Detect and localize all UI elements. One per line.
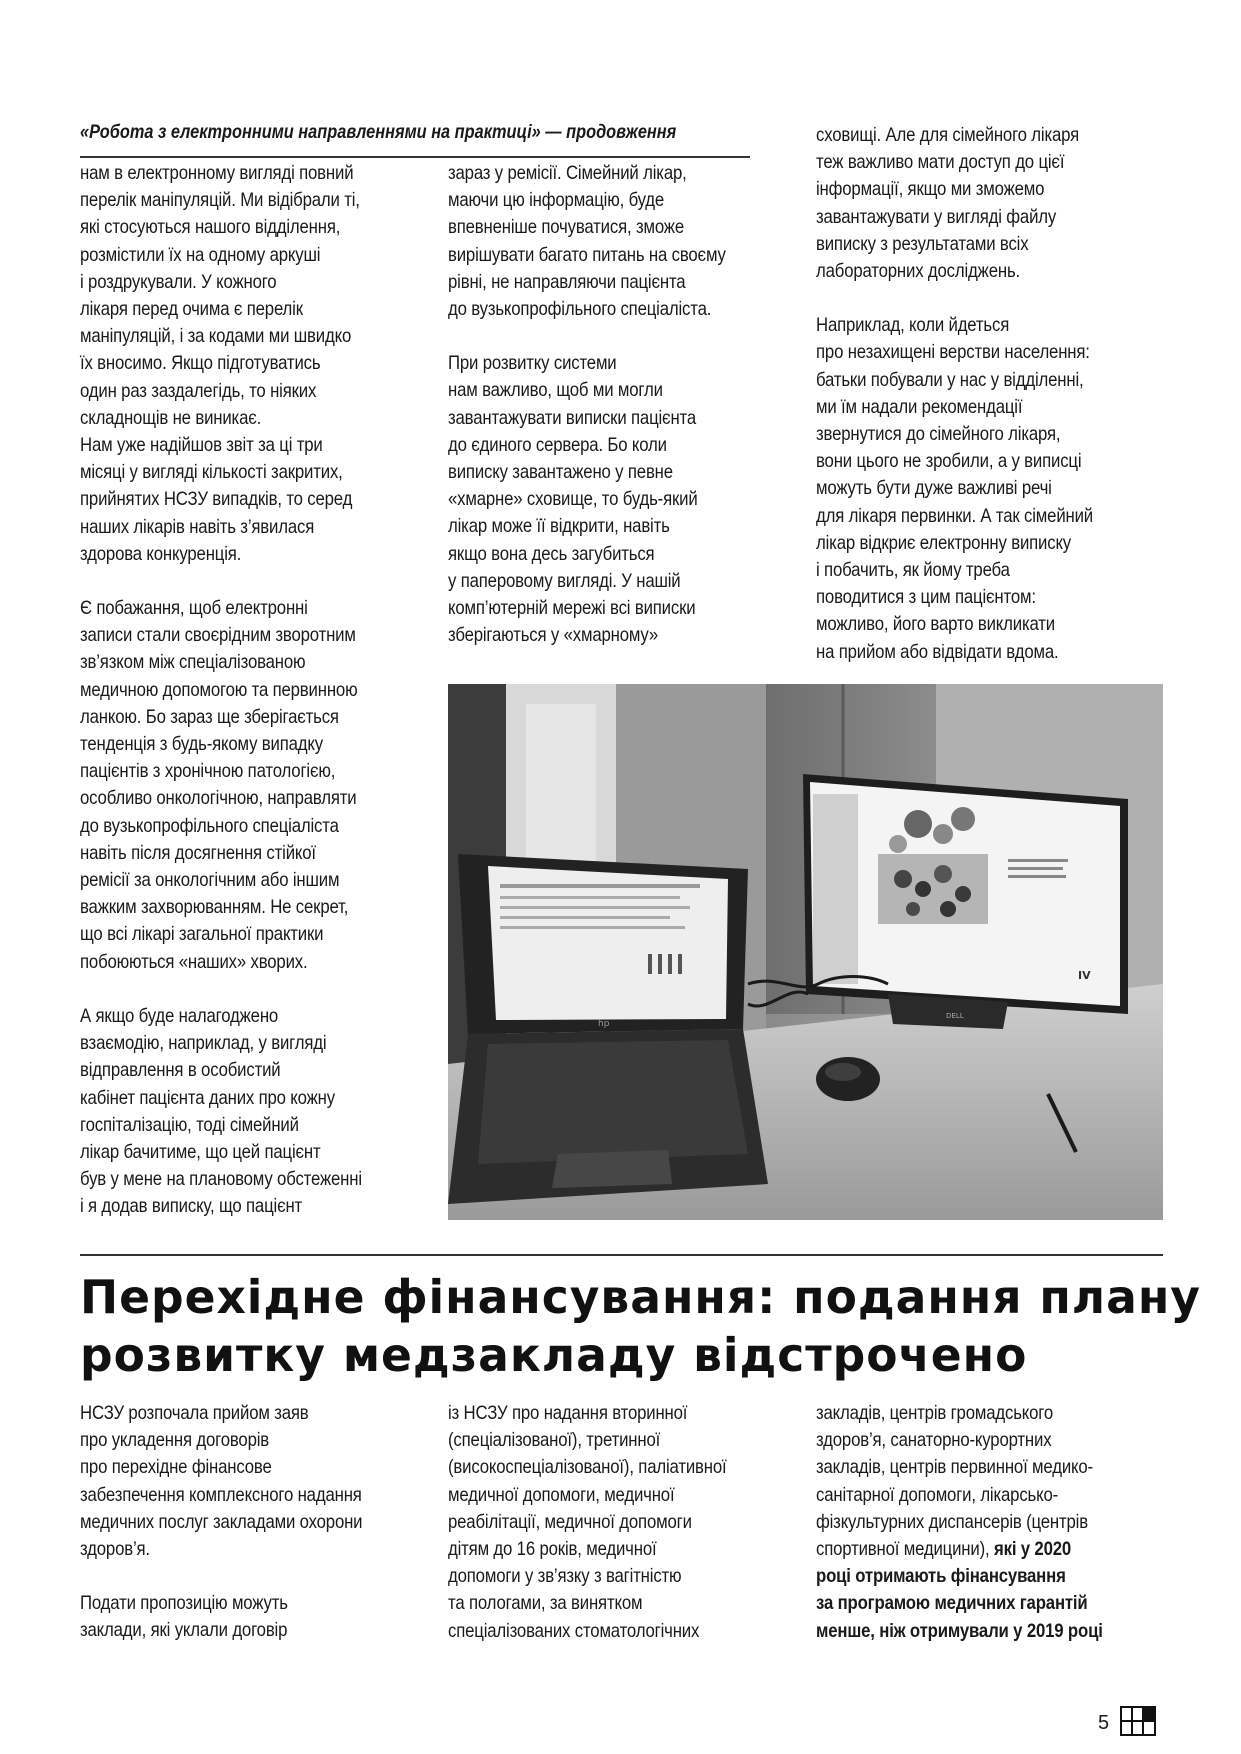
text-line: особливо онкологічною, направляти <box>80 787 357 810</box>
text-line: до єдиного сервера. Бо коли <box>448 433 667 456</box>
text-line: вирішувати багато питань на своєму <box>448 243 726 266</box>
text-line: медичної допомоги, медичної <box>448 1483 675 1506</box>
monitor-brand: DELL <box>946 1012 964 1020</box>
text-line: завантажувати у вигляді файлу <box>816 205 1057 228</box>
text-line: навіть після досягнення стійкої <box>80 841 316 864</box>
text-line: один раз заздалегідь, то ніяких <box>80 379 317 402</box>
monitor-label: IV <box>1078 969 1091 982</box>
paragraph-gap <box>80 1563 362 1590</box>
text-line: закладів, центрів первинної медико- <box>816 1456 1093 1479</box>
text-line: зберігаються у «хмарному» <box>448 624 658 647</box>
article2-col1 <box>80 1400 362 1645</box>
article2-col3-plain <box>816 1400 1103 1536</box>
text-line: лікар бачитиме, що цей пацієнт <box>80 1140 321 1163</box>
text-line: лабораторних досліджень. <box>816 260 1021 283</box>
page-number: 5 <box>1098 1712 1110 1734</box>
article1-col3 <box>816 122 1093 666</box>
laptop-brand: hp <box>598 1019 610 1029</box>
text-line: був у мене на плановому обстеженні <box>80 1168 362 1191</box>
text-line: реабілітації, медичної допомоги <box>448 1510 692 1533</box>
text-line: важким захворюванням. Не секрет, <box>80 896 349 919</box>
text-line: медичною допомогою та первинною <box>80 678 358 701</box>
text-line: перелік маніпуляцій. Ми відібрали ті, <box>80 189 360 212</box>
section-rule <box>80 1254 1163 1256</box>
text-line: ремісії за онкологічним або іншим <box>80 869 340 892</box>
text-line: місяці у вигляді кількості закритих, <box>80 461 343 484</box>
text-line: які стосуються нашого відділення, <box>80 216 341 239</box>
text-line: санітарної допомоги, лікарсько- <box>816 1483 1059 1506</box>
text-line: звернутися до сімейного лікаря, <box>816 423 1061 446</box>
paragraph-gap <box>448 323 726 350</box>
mixed-bold: які у 2020 <box>989 1538 1072 1561</box>
text-line: на прийом або відвідати вдома. <box>816 640 1059 663</box>
text-line: теж важливо мати доступ до цієї <box>816 151 1065 174</box>
text-line: лікаря перед очима є перелік <box>80 298 303 321</box>
text-line: якщо вона десь загубиться <box>448 542 655 565</box>
text-line: до вузькопрофільного спеціаліста. <box>448 298 712 321</box>
text-line: відправлення в особистий <box>80 1059 281 1082</box>
text-line: виписку з результатами всіх <box>816 232 1029 255</box>
text-line: менше, ніж отримували у 2019 році <box>816 1619 1103 1642</box>
text-line: можливо, його варто викликати <box>816 613 1055 636</box>
text-line: розмістили їх на одному аркуші <box>80 243 321 266</box>
text-line: можуть бути дуже важливі речі <box>816 477 1052 500</box>
text-line: у паперовому вигляді. У нашій <box>448 569 681 592</box>
article2-col2 <box>448 1400 726 1645</box>
text-line: про незахищені верстви населення: <box>816 341 1090 364</box>
text-line: для лікаря первинки. А так сімейний <box>816 504 1094 527</box>
text-line: ми їм надали рекомендації <box>816 395 1023 418</box>
text-line: (високоспеціалізованої), паліативної <box>448 1456 727 1479</box>
text-line: А якщо буде налагоджено <box>80 1004 279 1027</box>
text-line: госпіталізацію, тоді сімейний <box>80 1113 299 1136</box>
header-rule <box>80 156 750 158</box>
text-line: НСЗУ розпочала прийом заяв <box>80 1402 309 1424</box>
paragraph-gap <box>80 568 362 595</box>
text-line: закладів, центрів громадського <box>816 1402 1054 1424</box>
laptop-icon <box>448 854 768 1204</box>
office-photo <box>448 684 1163 1220</box>
grid-logo-icon <box>1120 1706 1156 1736</box>
paragraph-gap <box>80 976 362 1003</box>
text-line: Нам уже надійшов звіт за ці три <box>80 434 323 457</box>
text-line: Наприклад, коли йдеться <box>816 314 1010 337</box>
text-line: кабінет пацієнта даних про кожну <box>80 1086 335 1109</box>
article2-col3-mixed <box>816 1536 1103 1563</box>
text-line: із НСЗУ про надання вторинної <box>448 1402 688 1424</box>
article1-col1 <box>80 160 362 1221</box>
article1-col2 <box>448 160 726 649</box>
text-line: заклади, які уклали договір <box>80 1619 288 1642</box>
text-line: пацієнтів з хронічною патологією, <box>80 760 336 783</box>
text-line: сховищі. Але для сімейного лікаря <box>816 124 1080 146</box>
text-line: лікар може її відкрити, навіть <box>448 515 670 538</box>
text-line: лікар відкриє електронну виписку <box>816 531 1072 554</box>
text-line: здорова конкуренція. <box>80 542 242 565</box>
mouse-icon <box>816 1057 880 1101</box>
text-line: вони цього не зробили, а у виписці <box>816 450 1082 473</box>
text-line: інформації, якщо ми зможемо <box>816 178 1045 201</box>
text-line: і побачить, як йому треба <box>816 559 1010 582</box>
text-line: забезпечення комплексного надання <box>80 1483 362 1506</box>
text-line: і роздрукували. У кожного <box>80 270 277 293</box>
text-line: медичних послуг закладами охорони <box>80 1510 363 1533</box>
text-line: «хмарне» сховище, то будь-який <box>448 488 698 511</box>
text-line: записи стали своєрідним зворотним <box>80 624 356 647</box>
text-line: нам в електронному вигляді повний <box>80 162 354 184</box>
text-line: і я додав виписку, що пацієнт <box>80 1195 303 1218</box>
headline-line2: розвитку медзакладу відстрочено <box>80 1328 1028 1382</box>
text-line: що всі лікарі загальної практики <box>80 923 324 946</box>
running-title: «Робота з електронними направленнями на практиці» — продовження <box>80 122 677 143</box>
text-line: маючи цю інформацію, буде <box>448 189 665 212</box>
text-line: прийнятих НСЗУ випадків, то серед <box>80 488 353 511</box>
paragraph-gap <box>816 285 1093 312</box>
text-line: комп’ютерній мережі всі виписки <box>448 597 696 620</box>
text-line: маніпуляцій, і за кодами ми швидко <box>80 325 352 348</box>
article2-col3 <box>816 1400 1103 1645</box>
text-line: При розвитку системи <box>448 352 617 375</box>
text-line: та пологами, за винятком <box>448 1592 643 1615</box>
text-line: рівні, не направляючи пацієнта <box>448 270 686 293</box>
text-line: батьки побували у нас у відділенні, <box>816 368 1084 391</box>
headline-line1: Перехідне фінансування: подання плану <box>80 1270 1201 1324</box>
text-line: Подати пропозицію можуть <box>80 1592 288 1615</box>
text-line: зв’язком між спеціалізованою <box>80 651 306 674</box>
text-line: складнощів не виникає. <box>80 406 262 429</box>
text-line: їх вносимо. Якщо підготуватись <box>80 352 321 375</box>
text-line: завантажувати виписки пацієнта <box>448 406 697 429</box>
text-line: до вузькопрофільного спеціаліста <box>80 814 339 837</box>
text-line: побоюються «наших» хворих. <box>80 950 308 973</box>
mixed-plain: спортивної медицини), <box>816 1538 990 1561</box>
text-line: впевненіше почуватися, зможе <box>448 216 685 239</box>
text-line: про перехідне фінансове <box>80 1456 272 1479</box>
text-line: тенденція з будь-якому випадку <box>80 733 323 756</box>
text-line: році отримають фінансування <box>816 1565 1066 1588</box>
monitor-icon <box>803 774 1128 1029</box>
text-line: здоров’я, санаторно-курортних <box>816 1429 1052 1452</box>
text-line: за програмою медичних гарантій <box>816 1592 1088 1615</box>
text-line: (спеціалізованої), третинної <box>448 1429 661 1452</box>
text-line: наших лікарів навіть з’явилася <box>80 515 315 538</box>
text-line: зараз у ремісії. Сімейний лікар, <box>448 162 687 184</box>
text-line: про укладення договорів <box>80 1429 270 1452</box>
text-line: спеціалізованих стоматологічних <box>448 1619 700 1642</box>
text-line: Є побажання, щоб електронні <box>80 597 308 620</box>
text-line: поводитися з цим пацієнтом: <box>816 586 1036 609</box>
text-line: взаємодію, наприклад, у вигляді <box>80 1032 327 1055</box>
article2-headline <box>80 1268 1201 1384</box>
text-line: нам важливо, щоб ми могли <box>448 379 663 402</box>
text-line: виписку завантажено у певне <box>448 461 673 484</box>
text-line: фізкультурних диспансерів (центрів <box>816 1510 1088 1533</box>
text-line: здоров’я. <box>80 1538 150 1561</box>
text-line: ланкою. Бо зараз ще зберігається <box>80 705 339 728</box>
article2-col3-bold <box>816 1563 1103 1645</box>
text-line: дітям до 16 років, медичної <box>448 1538 657 1561</box>
text-line: допомоги у зв’язку з вагітністю <box>448 1565 682 1588</box>
